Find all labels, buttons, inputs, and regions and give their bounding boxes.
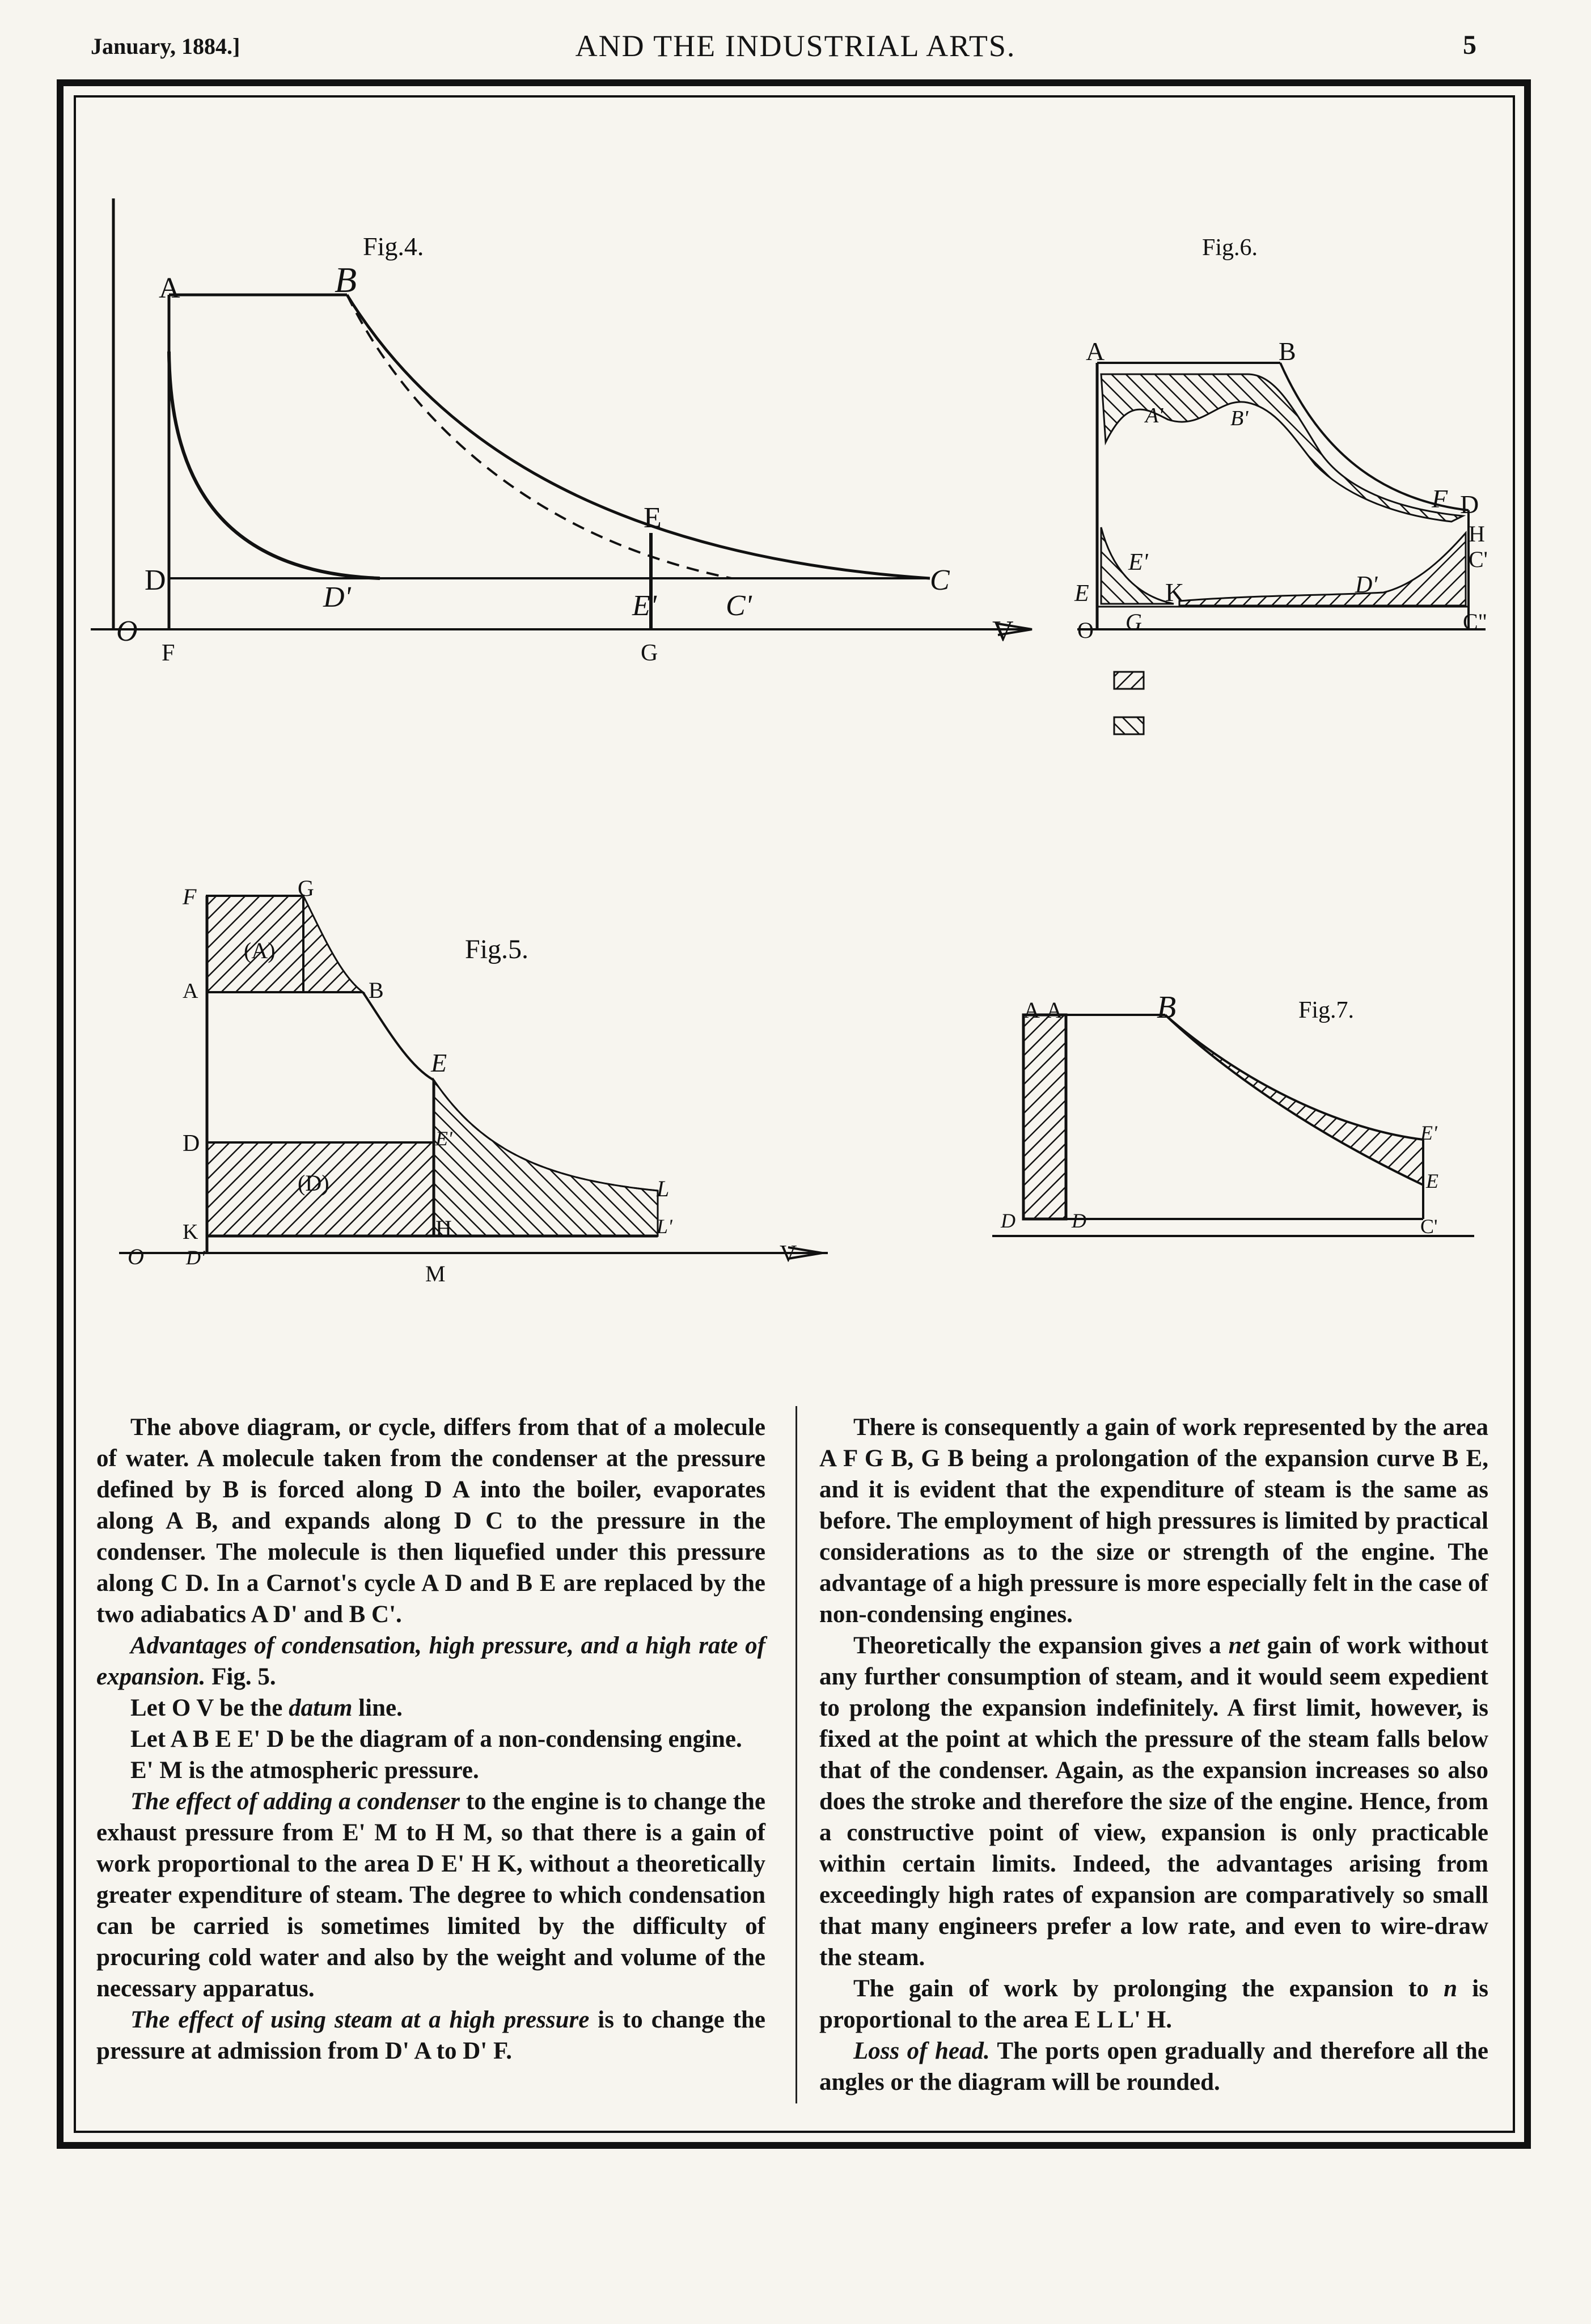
italic-text: The effect of using steam at a high pressure	[130, 2006, 590, 2033]
paragraph	[96, 1755, 765, 1786]
text-run: Theoretically the expansion gives a	[853, 1632, 1229, 1659]
text-run: Fig. 5.	[205, 1663, 276, 1690]
text-run: Let A B E E' D be the diagram of a non-condensing engine.	[130, 1726, 742, 1752]
fig6-label-h: H	[1469, 521, 1485, 547]
fig5-label-d: D	[183, 1131, 200, 1157]
fig6-label-k: K	[1165, 578, 1184, 607]
text-run: E' M is the atmospheric pressure.	[130, 1757, 479, 1784]
paragraph	[819, 1412, 1488, 1630]
text-run: is to change the pressure at admission from D' A to D' F.	[96, 2006, 765, 2064]
fig5-label-area-d: (D)	[298, 1170, 329, 1196]
fig5-label-o: O	[128, 1244, 144, 1269]
page-number: 5	[1463, 30, 1476, 60]
text-run: gain of work without any further consumption of steam, and it would seem expedient to prolong the expansion indefinitely. A first limit, however, is fixed at the point at which the pressure of the steam falls below that of the condenser. Again, as the expansion increases so also does the stroke and therefore the size of the engine. Hence, from a constructive point of view, expansion is only practicable within certain limits. Indeed, the advantages arising from exceedingly high rates of expansion are comparatively so small that many engineers prefer a low rate, and even to wire-draw the steam.	[819, 1632, 1488, 1971]
fig6-label-b-prime: B'	[1230, 407, 1249, 430]
fig6-diagram	[1077, 363, 1486, 734]
paragraph	[96, 1724, 765, 1755]
italic-text: Advantages of condensation, high pressure, and a high rate of expansion.	[96, 1632, 765, 1690]
text-run: is proportional to the area E L L' H.	[819, 1975, 1488, 2033]
fig4-labels	[116, 232, 1014, 666]
fig7-caption: Fig.7.	[1298, 997, 1355, 1023]
fig5-label-m: M	[425, 1261, 446, 1286]
fig7-label-b: B	[1157, 990, 1177, 1025]
paragraph	[96, 1630, 765, 1692]
fig5-label-k: K	[183, 1220, 198, 1244]
fig6-label-a: A	[1086, 337, 1105, 366]
italic-text: net	[1228, 1632, 1260, 1659]
fig4-diagram	[91, 198, 1032, 635]
paragraph	[96, 1786, 765, 2004]
text-run: line.	[352, 1695, 403, 1721]
paragraph	[819, 1973, 1488, 2035]
italic-text: The effect of adding a condenser	[130, 1788, 460, 1815]
header-title: AND THE INDUSTRIAL ARTS.	[575, 29, 1016, 63]
fig6-label-e-prime: E'	[1128, 549, 1148, 575]
fig7-label-e-prime: E'	[1420, 1121, 1437, 1144]
text-run: The ports open gradually and therefore all the angles or the diagram will be rounded.	[819, 2038, 1488, 2096]
fig5-label-l-prime: L'	[657, 1215, 672, 1238]
text-run: to the engine is to change the exhaust pressure from E' M to H M, so that there is a gain of work proportional to the area D E' H K, without a theoretically greater expenditure of steam. The degree to which condensation can be carried is sometimes limited by the difficulty of procuring cold water and also by the weight and volume of the necessary apparatus.	[96, 1788, 765, 2002]
paragraph	[96, 1692, 765, 1724]
text-run: Let O V be the	[130, 1695, 289, 1721]
fig6-label-d-prime: D'	[1355, 572, 1378, 598]
paragraph	[819, 1630, 1488, 1973]
fig6-label-a-prime: A'	[1145, 404, 1163, 427]
fig4-label-a: A	[159, 272, 180, 304]
fig4-label-v: V	[992, 615, 1014, 647]
paragraph	[819, 2035, 1488, 2098]
fig7-label-a1: A	[1023, 997, 1040, 1023]
fig5-label-a: A	[183, 979, 198, 1003]
fig7-diagram	[992, 1015, 1474, 1236]
fig5-label-e: E	[431, 1048, 447, 1077]
text-run: There is consequently a gain of work represented by the area A F G B, G B being a prolongation of the expansion curve B E, and it is evident that the expenditure of steam is the same as before. The employment of high pressures is limited by practical considerations as to the size or strength of the engine. The advantage of a high pressure is more especially felt in the case of non-condensing engines.	[819, 1414, 1488, 1628]
fig4-label-o: O	[116, 615, 138, 647]
right-text-column	[819, 1412, 1488, 2098]
fig6-label-f: F	[1432, 484, 1448, 513]
fig6-label-c-double-prime: C"	[1463, 609, 1488, 634]
fig5-label-g: G	[298, 875, 314, 901]
fig4-label-e-prime: E'	[632, 590, 657, 622]
fig7-label-c-prime: C'	[1420, 1215, 1438, 1238]
fig4-label-c-prime: C'	[726, 590, 752, 622]
fig4-label-d-prime: D'	[323, 581, 351, 613]
fig4-label-e: E	[644, 502, 662, 534]
fig4-caption: Fig.4.	[363, 232, 424, 261]
fig5-caption: Fig.5.	[465, 934, 529, 964]
fig5-label-d-prime: D'	[186, 1246, 205, 1269]
fig4-label-g: G	[641, 640, 658, 666]
paragraph	[96, 1412, 765, 1630]
text-run: The above diagram, or cycle, differs from that of a molecule of water. A molecule taken from the condenser at the pressure defined by B is forced along D A into the boiler, evaporates along A B, and expands along D C to the pressure in the condenser. The molecule is then liquefied under this pressure along C D. In a Carnot's cycle A D and B E are replaced by the two adiabatics A D' and B C'.	[96, 1414, 765, 1628]
fig4-label-f: F	[162, 640, 175, 666]
paragraph	[96, 2004, 765, 2067]
text-run: The gain of work by prolonging the expansion to	[853, 1975, 1444, 2002]
fig5-label-v: V	[780, 1241, 797, 1267]
header-date: January, 1884.]	[91, 33, 240, 59]
fig6-label-e: E	[1074, 581, 1089, 607]
fig6-label-d: D	[1460, 490, 1479, 519]
fig6-label-g: G	[1125, 609, 1142, 634]
fig7-label-d2: D	[1072, 1209, 1086, 1232]
fig7-label-a2: A	[1046, 997, 1063, 1023]
fig5-label-h: H	[435, 1216, 452, 1241]
fig4-label-d: D	[145, 564, 166, 596]
fig4-label-c: C	[930, 564, 950, 596]
italic-text: datum	[289, 1695, 353, 1721]
fig7-label-d1: D	[1001, 1209, 1015, 1232]
fig7-label-e: E	[1426, 1170, 1438, 1192]
fig5-label-b: B	[369, 977, 384, 1003]
fig6-label-o: O	[1077, 617, 1094, 643]
fig6-label-c-prime: C'	[1469, 547, 1488, 572]
fig5-label-area-a: (A)	[244, 938, 276, 963]
left-text-column	[96, 1412, 765, 2067]
fig4-label-b: B	[335, 260, 357, 300]
fig5-label-f: F	[183, 884, 197, 909]
fig6-caption: Fig.6.	[1202, 235, 1258, 261]
fig5-label-l: L	[657, 1176, 670, 1201]
fig6-label-b: B	[1279, 337, 1296, 366]
column-divider	[796, 1406, 797, 2103]
italic-text: Loss of head.	[853, 2038, 990, 2064]
fig5-label-e-prime: E'	[435, 1127, 452, 1150]
italic-text: n	[1444, 1975, 1458, 2002]
